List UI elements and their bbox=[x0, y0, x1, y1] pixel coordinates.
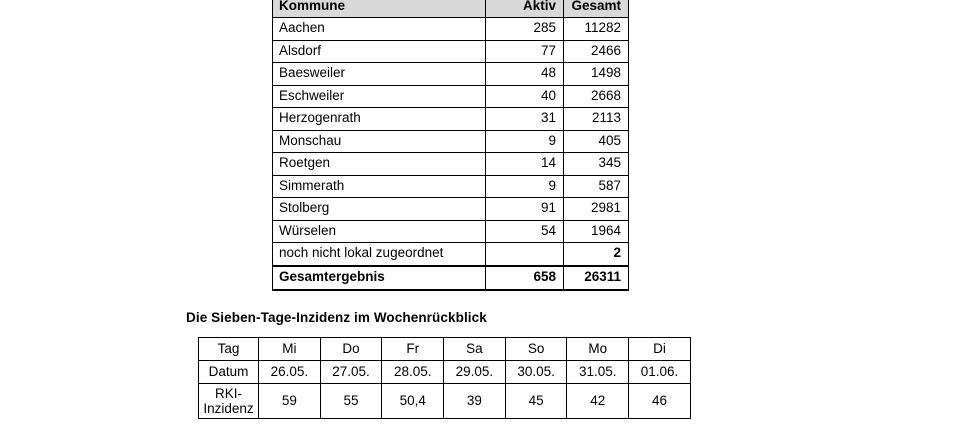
row-label-rki-line2: Inzidenz bbox=[203, 401, 254, 416]
day-cell: Do bbox=[320, 338, 382, 361]
day-cell: So bbox=[505, 338, 567, 361]
incidence-cell: 45 bbox=[505, 384, 567, 419]
inzidenz-row-tag bbox=[199, 338, 691, 361]
kommune-cell: noch nicht lokal zugeordnet bbox=[273, 243, 486, 266]
gesamt-cell: 1964 bbox=[564, 220, 629, 243]
aktiv-cell: 77 bbox=[486, 40, 564, 63]
day-cell: Mi bbox=[259, 338, 321, 361]
aktiv-cell: 48 bbox=[486, 63, 564, 86]
kommune-cell: Alsdorf bbox=[273, 40, 486, 63]
aktiv-cell: 285 bbox=[486, 18, 564, 41]
kommune-cell: Monschau bbox=[273, 130, 486, 153]
date-cell: 27.05. bbox=[320, 361, 382, 384]
gesamt-cell: 2981 bbox=[564, 198, 629, 221]
inzidenz-row-datum bbox=[199, 361, 691, 384]
gesamt-cell: 2113 bbox=[564, 108, 629, 131]
kommune-cell: Roetgen bbox=[273, 153, 486, 176]
kommune-table bbox=[272, 0, 629, 291]
kommune-cell: Eschweiler bbox=[273, 85, 486, 108]
table-total-row bbox=[273, 266, 629, 290]
gesamt-cell: 2 bbox=[564, 243, 629, 266]
day-cell: Fr bbox=[382, 338, 444, 361]
gesamt-cell: 405 bbox=[564, 130, 629, 153]
inzidenz-table-container bbox=[198, 337, 690, 419]
gesamt-cell: 1498 bbox=[564, 63, 629, 86]
date-cell: 30.05. bbox=[505, 361, 567, 384]
date-cell: 29.05. bbox=[444, 361, 506, 384]
incidence-cell: 46 bbox=[629, 384, 691, 419]
table-row bbox=[273, 40, 629, 63]
aktiv-cell: 9 bbox=[486, 130, 564, 153]
inzidenz-row-rki bbox=[199, 384, 691, 419]
kommune-cell: Stolberg bbox=[273, 198, 486, 221]
incidence-cell: 50,4 bbox=[382, 384, 444, 419]
total-gesamt-cell: 26311 bbox=[564, 266, 629, 290]
inzidenz-section-heading: Die Sieben-Tage-Inzidenz im Wochenrückblick bbox=[186, 310, 487, 325]
incidence-cell: 59 bbox=[259, 384, 321, 419]
incidence-cell: 42 bbox=[567, 384, 629, 419]
kommune-cell: Baesweiler bbox=[273, 63, 486, 86]
kommune-table-header bbox=[273, 0, 629, 18]
day-cell: Sa bbox=[444, 338, 506, 361]
incidence-cell: 39 bbox=[444, 384, 506, 419]
kommune-cell: Aachen bbox=[273, 18, 486, 41]
table-row bbox=[273, 108, 629, 131]
date-cell: 28.05. bbox=[382, 361, 444, 384]
day-cell: Di bbox=[629, 338, 691, 361]
aktiv-cell: 14 bbox=[486, 153, 564, 176]
kommune-table-container bbox=[272, 0, 628, 291]
table-row bbox=[273, 85, 629, 108]
date-cell: 31.05. bbox=[567, 361, 629, 384]
kommune-cell: Simmerath bbox=[273, 175, 486, 198]
gesamt-cell: 2466 bbox=[564, 40, 629, 63]
total-label-cell: Gesamtergebnis bbox=[273, 266, 486, 290]
total-aktiv-cell: 658 bbox=[486, 266, 564, 290]
aktiv-cell: 54 bbox=[486, 220, 564, 243]
aktiv-cell: 40 bbox=[486, 85, 564, 108]
aktiv-cell: 9 bbox=[486, 175, 564, 198]
table-row bbox=[273, 153, 629, 176]
column-header-kommune: Kommune bbox=[273, 0, 486, 18]
table-header-row bbox=[273, 0, 629, 18]
kommune-table-body bbox=[273, 18, 629, 290]
kommune-cell: Herzogenrath bbox=[273, 108, 486, 131]
table-row bbox=[273, 175, 629, 198]
aktiv-cell: 31 bbox=[486, 108, 564, 131]
column-header-aktiv: Aktiv bbox=[486, 0, 564, 18]
aktiv-cell bbox=[486, 243, 564, 266]
table-row bbox=[273, 220, 629, 243]
date-cell: 26.05. bbox=[259, 361, 321, 384]
row-label-rki-line1: RKI- bbox=[215, 385, 242, 401]
date-cell: 01.06. bbox=[629, 361, 691, 384]
row-label-datum: Datum bbox=[199, 361, 259, 384]
row-label-rki-inzidenz bbox=[199, 384, 259, 419]
day-cell: Mo bbox=[567, 338, 629, 361]
gesamt-cell: 587 bbox=[564, 175, 629, 198]
table-row bbox=[273, 130, 629, 153]
inzidenz-table bbox=[198, 337, 691, 419]
row-label-tag: Tag bbox=[199, 338, 259, 361]
table-row bbox=[273, 18, 629, 41]
kommune-cell: Würselen bbox=[273, 220, 486, 243]
column-header-gesamt: Gesamt bbox=[564, 0, 629, 18]
table-row bbox=[273, 243, 629, 266]
gesamt-cell: 2668 bbox=[564, 85, 629, 108]
gesamt-cell: 345 bbox=[564, 153, 629, 176]
gesamt-cell: 11282 bbox=[564, 18, 629, 41]
table-row bbox=[273, 198, 629, 221]
aktiv-cell: 91 bbox=[486, 198, 564, 221]
incidence-cell: 55 bbox=[320, 384, 382, 419]
table-row bbox=[273, 63, 629, 86]
